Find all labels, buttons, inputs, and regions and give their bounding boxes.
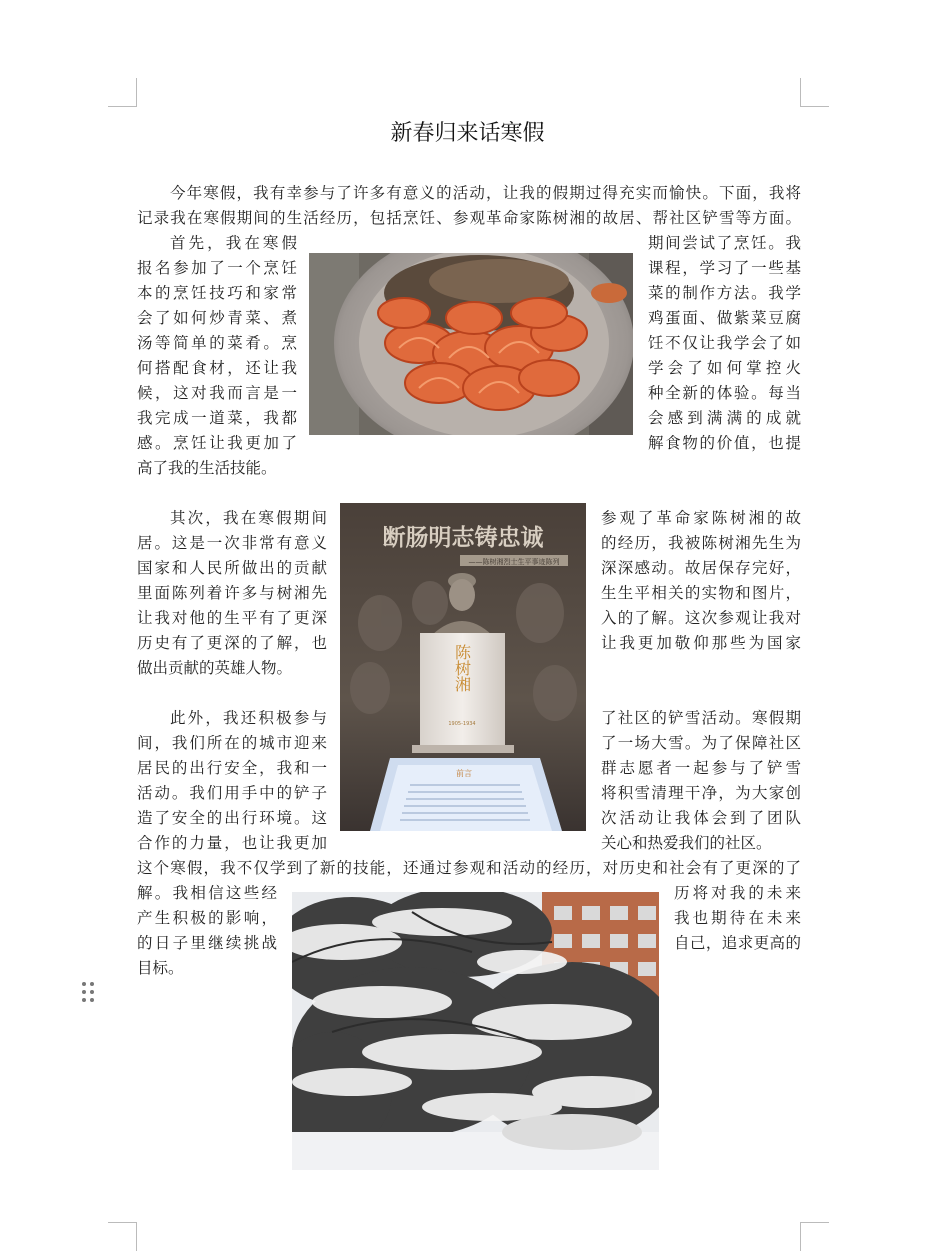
paragraph-line: 今年寒假，我有幸参与了许多有意义的活动，让我的假期过得充实而愉快。下面，我将 bbox=[170, 184, 801, 202]
paragraph-line: 的日子里继续挑战 bbox=[137, 934, 277, 952]
paragraph-line: 目标。 bbox=[137, 959, 184, 977]
paragraph-line: 深深感动。故居保存完好， bbox=[601, 559, 801, 577]
paragraph-line: 自己，追求更高的 bbox=[674, 934, 801, 952]
memorial-banner: 断肠明志铸忠诚 bbox=[382, 524, 544, 551]
drag-handle-icon[interactable] bbox=[82, 982, 96, 1004]
paragraph-line: 记录我在寒假期间的生活经历，包括烹饪、参观革命家陈树湘的故居、帮社区铲雪等方面。 bbox=[137, 209, 801, 227]
paragraph-line: 汤等简单的菜肴。烹 bbox=[137, 334, 297, 352]
paragraph-line: 首先，我在寒假 bbox=[170, 234, 297, 252]
paragraph-line: 这个寒假，我不仅学到了新的技能，还通过参观和活动的经历，对历史和社会有了更深的了 bbox=[137, 859, 801, 877]
memorial-photo bbox=[340, 503, 586, 831]
paragraph-line: 鸡蛋面、做紫菜豆腐 bbox=[648, 309, 801, 327]
page-corner-mark bbox=[108, 1222, 137, 1251]
paragraph-line: 关心和热爱我们的社区。 bbox=[601, 834, 772, 852]
paragraph-line: 入的了解。这次参观让我对 bbox=[601, 609, 801, 627]
paragraph-line: 了一场大雪。为了保障社区 bbox=[601, 734, 801, 752]
paragraph-line: 会了如何炒青菜、煮 bbox=[137, 309, 297, 327]
paragraph-line: 的经历，我被陈树湘先生为 bbox=[601, 534, 801, 552]
paragraph-line: 菜的制作方法。我学 bbox=[648, 284, 801, 302]
paragraph-line: 感。烹饪让我更加了 bbox=[137, 434, 297, 452]
paragraph-line: 将积雪清理干净，为大家创 bbox=[601, 784, 801, 802]
paragraph-line: 历将对我的未来 bbox=[674, 884, 801, 902]
page-corner-mark bbox=[800, 1222, 829, 1251]
paragraph-line: 造了安全的出行环境。这 bbox=[137, 809, 327, 827]
paragraph-line: 种全新的体验。每当 bbox=[648, 384, 801, 402]
paragraph-line: 饪不仅让我学会了如 bbox=[648, 334, 801, 352]
paragraph-line: 解食物的价值，也提 bbox=[648, 434, 801, 452]
memorial-name: 陈树湘 bbox=[452, 644, 472, 692]
paragraph-line: 产生积极的影响， bbox=[137, 909, 277, 927]
paragraph-line: 历史有了更深的了解，也 bbox=[137, 634, 327, 652]
paragraph-line: 群志愿者一起参与了铲雪 bbox=[601, 759, 801, 777]
paragraph-line: 候，这对我而言是一 bbox=[137, 384, 297, 402]
page-corner-mark bbox=[108, 78, 137, 107]
page-corner-mark bbox=[800, 78, 829, 107]
paragraph-line: 里面陈列着许多与树湘先 bbox=[137, 584, 327, 602]
paragraph-line: 我也期待在未来 bbox=[674, 909, 801, 927]
paragraph-line: 次活动让我体会到了团队 bbox=[601, 809, 801, 827]
paragraph-line: 解。我相信这些经 bbox=[137, 884, 277, 902]
memorial-years: 1905-1934 bbox=[448, 721, 476, 727]
snow-tree-photo bbox=[292, 892, 659, 1170]
paragraph-line: 居。这是一次非常有意义 bbox=[137, 534, 327, 552]
paragraph-line: 课程，学习了一些基 bbox=[648, 259, 801, 277]
memorial-subtitle: ——陈树湘烈士生平事迹陈列 bbox=[468, 558, 560, 566]
paragraph-line: 本的烹饪技巧和家常 bbox=[137, 284, 297, 302]
paragraph-line: 让我更加敬仰那些为国家 bbox=[601, 634, 801, 652]
paragraph-line: 我完成一道菜，我都 bbox=[137, 409, 297, 427]
paragraph-line: 报名参加了一个烹饪 bbox=[137, 259, 297, 277]
paragraph-line: 参观了革命家陈树湘的故 bbox=[601, 509, 801, 527]
paragraph-line: 其次，我在寒假期间 bbox=[170, 509, 327, 527]
paragraph-line: 学会了如何掌控火 bbox=[648, 359, 801, 377]
plaque-title: 前言 bbox=[456, 769, 472, 778]
document-title: 新春归来话寒假 bbox=[390, 121, 545, 146]
paragraph-line: 此外，我还积极参与 bbox=[170, 709, 327, 727]
paragraph-line: 了社区的铲雪活动。寒假期 bbox=[601, 709, 801, 727]
shrimp-photo bbox=[309, 253, 633, 435]
paragraph-line: 会感到满满的成就 bbox=[648, 409, 801, 427]
paragraph-line: 期间尝试了烹饪。我 bbox=[648, 234, 801, 252]
paragraph-line: 国家和人民所做出的贡献 bbox=[137, 559, 327, 577]
paragraph-line: 活动。我们用手中的铲子 bbox=[137, 784, 327, 802]
paragraph-line: 做出贡献的英雄人物。 bbox=[137, 659, 293, 677]
paragraph-line: 居民的出行安全，我和一 bbox=[137, 759, 327, 777]
paragraph-line: 让我对他的生平有了更深 bbox=[137, 609, 327, 627]
paragraph-line: 间，我们所在的城市迎来 bbox=[137, 734, 327, 752]
paragraph-line: 生生平相关的实物和图片， bbox=[601, 584, 801, 602]
paragraph-line: 合作的力量，也让我更加 bbox=[137, 834, 327, 852]
paragraph-line: 高了我的生活技能。 bbox=[137, 459, 277, 477]
paragraph-line: 何搭配食材，还让我 bbox=[137, 359, 297, 377]
